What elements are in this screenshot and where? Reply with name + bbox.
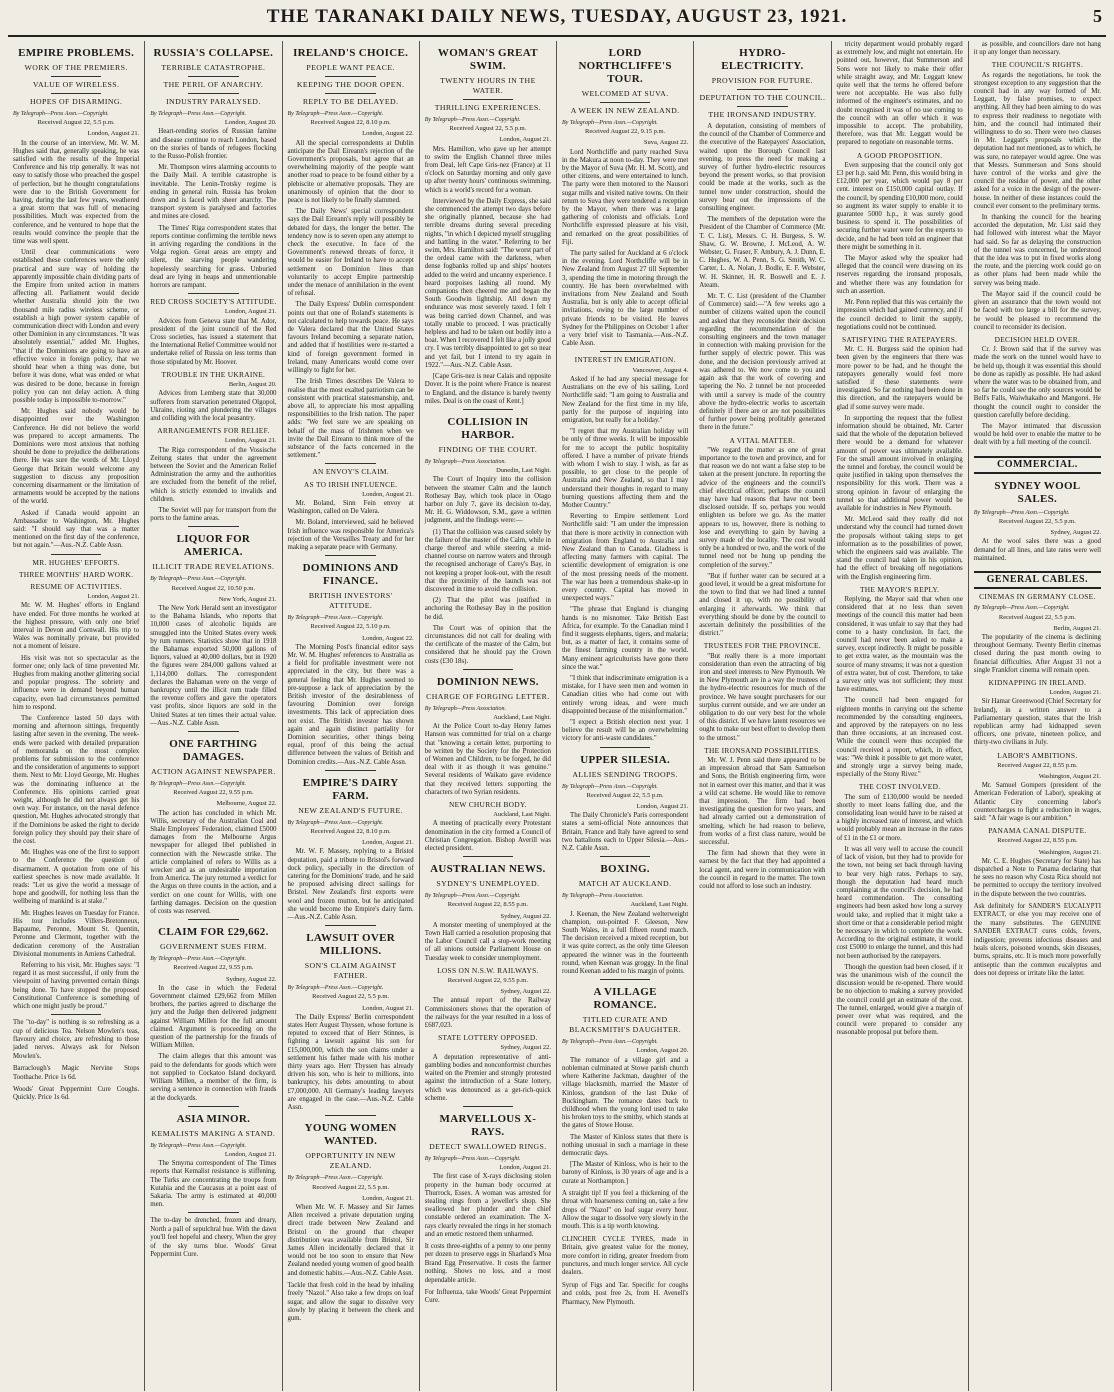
- article-paragraph: The Master of Kinloss states that there is nothing unusual in such a marriage in these democratic days.: [562, 1133, 689, 1157]
- article-subhead: THE MAYOR'S REPLY.: [859, 584, 940, 594]
- article-subhead: STATE LOTTERY OPPOSED.: [438, 1033, 538, 1043]
- rule-divider: [188, 526, 239, 527]
- article-subhead: PANAMA CANAL DISPUTE.: [988, 826, 1087, 836]
- article-deck: THRILLING EXPERIENCES.: [434, 103, 541, 112]
- rule-divider: [463, 856, 514, 857]
- dateline: Dunedin, Last Night.: [496, 467, 551, 475]
- article-deck: A WEEK IN NEW ZEALAND.: [570, 106, 680, 115]
- dateline: London, August 21.: [224, 1150, 277, 1158]
- rule-divider: [463, 409, 514, 410]
- received-time: Received August 22, 5.5 p.m.: [449, 125, 527, 133]
- dateline: Auckland, Last Night.: [630, 901, 689, 909]
- article-deck: SYDNEY'S UNEMPLOYED.: [436, 879, 540, 889]
- received-time: Received August 22, 10.50 p.m.: [171, 584, 256, 592]
- dateline: London, August 21.: [499, 1164, 551, 1172]
- dateline: Washington, August 21.: [1038, 773, 1101, 781]
- received-time: Received August 22, 8.10 p.m.: [310, 828, 391, 836]
- article-headline: LORD NORTHCLIFFE'S TOUR.: [578, 47, 672, 85]
- article-paragraph: Mr. T. C. List (president of the Chamber of Commerce) said:—"A few weeks ago a number of citizens waited upon the council and asked that they reconsider their decision regarding the recommendation of the consulting engineers and the town manager in connection with making provision for the further supply of electric power. This was done, and the decision previously arrived at was adhered to. We now come to you and again ask that the work of covering and tapering the No. 2 tunnel be not proceeded with until a survey is made of the country above the hydro-electric works to ascertain definitely if there are or are not possibilities of further power being profitably generated there in the future.": [699, 293, 826, 432]
- rule-divider: [737, 106, 788, 107]
- article-paragraph: It was all very well to accuse the council of lack of vision, but they had to provide for the town, not being set back through having to bear very high rates. Perhaps to say, though the deputation had heard much complaining at the council's decision, he had heard commendation. The consulting engineers had been asked how long a survey would take, and replied that it might take a short time or that a considerable period might be necessary in which to complete the work. According to the original estimate, it would cost £5000 to enlarge the tunnel, and this had not been authorised by the ratepayers.: [836, 845, 963, 960]
- article-paragraph: The party sailed for Auckland at 6 o'clock in the evening. Lord Northcliffe will be in New Zealand from August 27 till September 3, spending the time in motoring through the country. He has been overwhelmed with invitations from New Zealand and South Australia, but is only able to accept official invitations, owing to the large number of private friends to be visited. He leaves Sydney for the Philippines on October 1 after a very brief visit to Tasmania.—Aus.-N.Z. Cable Assn.: [562, 250, 689, 348]
- dateline: London, August 21.: [224, 437, 277, 445]
- received-time: Received August 22, 5.5 p.m.: [312, 993, 390, 1001]
- wire-credit: By Telegraph—Press Assn.—Copyright.: [287, 111, 384, 117]
- article-deck: PEOPLE WANT PEACE.: [306, 63, 395, 72]
- rule-divider: [463, 669, 514, 670]
- rule-divider: [325, 463, 376, 464]
- article-subhead: NEW CHURCH BODY.: [448, 800, 527, 810]
- dateline: London, August 21.: [362, 1194, 414, 1202]
- article-paragraph: Though the question had been closed, if it was the unanimous wish of the council the discussion would be re-opened. There would be no objection to making a survey provided the council could get an estimate of the cost. The tunnel, enlarged, would give a margin of power over what was required, and the council were prepared to consider any reasonable proposal put before them.: [836, 963, 963, 1037]
- article-headline: DOMINION NEWS.: [436, 675, 539, 688]
- wire-credit: By Telegraph—Press Assn.—Copyright.: [562, 120, 658, 126]
- article-paragraph: The firm had shown that they were in earnest by the fact that they had appointed a local agent, and were in communication with the council in regard to the matter. The town could not afford to lose such an industry.: [699, 850, 826, 891]
- page-number: 5: [1093, 6, 1102, 26]
- rule-divider: [325, 93, 376, 94]
- dateline: Auckland, Last Night.: [493, 713, 551, 721]
- article-headline: LIQUOR FOR AMERICA.: [176, 533, 251, 559]
- rule-divider: [737, 89, 788, 90]
- article-paragraph: Mr. W. J. Penn said there appeared to be an impression abroad that Sam Samuelson and Sons, the British engineering firm, were not in earnest over this matter, and that it was a wild cat scheme. He would like to remove that impression. The firm had been investigating the question for two years, and had already carried out a demonstration of smelting, which he had reason to believe, from works of a first class nature, would be successful.: [699, 757, 826, 847]
- wire-credit: By Telegraph—Press Assn.—Copyright.: [562, 1039, 658, 1046]
- article-deck: ALLIES SENDING TROOPS.: [572, 769, 678, 779]
- received-time: Received August 22, 9.55 p.m.: [173, 789, 254, 797]
- advertisement-text: Woods' Great Peppermint Cure Coughs. Quickly. Price 1s 6d.: [13, 1085, 140, 1102]
- dateline: Melbourne, August 22.: [216, 800, 277, 808]
- article-paragraph: The Morning Post's financial editor says Mr. W. M. Hughes' references to Australia as a field for profitable investment were not appreciated in the city, but there was a general feeling that Mr. Hughes seemed to pre-suppose a lack of appreciation by the British investor of the desirableness of favouring Dominion over foreign investments. This lack of appreciation does not exist. The British investor has shown again and again distinct partiality for Dominion securities, other things being equal, proof of this being the actual difference between the values of British and Dominion credits.—Aus.-N.Z. Cable Assn.: [287, 643, 414, 766]
- rule-divider: [325, 770, 376, 771]
- article-paragraph: The annual report of the Railway Commissioners shows that the operation of the railways for the year resulted in a loss of £687,023.: [424, 997, 551, 1030]
- received-time: Received August 22, 8.55 p.m.: [997, 837, 1078, 845]
- dateline: London, August 22.: [362, 634, 414, 642]
- article-paragraph: as possible, and councillors dare not hang it up any longer than necessary.: [973, 41, 1101, 57]
- wire-credit: By Telegraph—Press Association.: [424, 705, 507, 712]
- article-paragraph: Mr. W. F. Massey, replying to a Bristol deputation, paid a tribute to Bristol's forward dock policy, specially in the direction of catering for the Dominions' trade, and he said he proposed advising direct sailings for Bristol. New Zealand's first exports were wool and frozen mutton, but he anticipated she would become the Empire's dairy farm.—Aus.-N.Z. Cable Assn.: [287, 848, 414, 922]
- received-time: Received August 22, 9.55 p.m.: [173, 964, 254, 972]
- advertisement-text: For Influenza, take Woods' Great Peppermint Cure.: [424, 1288, 551, 1305]
- wire-credit: By Telegraph—Press Assn.—Copyright.: [150, 111, 247, 117]
- article-paragraph: "I expect a British election next year. I believe the result will be an overwhelming victory for anti-waste candidates.": [562, 719, 689, 743]
- article-paragraph: Mr. Boland, interviewed, said he believed Irish influence was responsible for America's rejection of the Versailles Treaty and for her making a separate peace with Germany.: [287, 519, 414, 551]
- article-paragraph: The Daily Express' Berlin correspondent states Herr August Thyssen, whose fortune is reputed to exceed that of Herr Stinnes, is fighting a lawsuit against his son for £15,000,000, which the son claims under a settlement his father made with his mother thirty years ago. Herr Thyssen has already driven his son, who is heir to millions, into bankruptcy, his debts amounting to about £7,000,000. All Germany's leading lawyers are engaged in the case.—Aus.-N.Z. Cable Assn.: [287, 1013, 414, 1112]
- received-time: Received August 22, 5.5 p.m.: [998, 517, 1076, 525]
- article-paragraph: The Daily Chronicle's Paris correspondent states a semi-official Note announces that Britain, France and Italy have agreed to send two battalions each to Upper Silesia.—Aus.-N.Z. Cable Assn.: [562, 812, 689, 853]
- article-headline: DOMINIONS AND FINANCE.: [302, 562, 399, 588]
- article-paragraph: "But if further water can be secured at a good level, it would be a great misfortune for the town to find that we had lined a tunnel and closed it up, with no possibility of enlarging it afterwards. We think that everything should be done by the council to ascertain definitely the possibilities of the district.": [699, 572, 826, 638]
- rule-divider: [600, 102, 651, 103]
- advertisement-text: CLINCHER CYCLE TYRES, made in Britain, give greatest value for the money, more comfort in riding, greater freedom from punctures, and much longer service. All cycle dealers.: [562, 1235, 689, 1277]
- wire-credit: By Telegraph—Press Assn.—Copyright.: [150, 781, 247, 787]
- article-subhead: THE IRONSAND POSSIBILITIES.: [704, 745, 821, 755]
- article-deck: DEPUTATION TO THE COUNCIL.: [699, 93, 826, 102]
- column-7: [832, 41, 969, 1391]
- rule-divider: [325, 555, 376, 556]
- wire-credit: By Telegraph—Press Assn.—Copyright.: [150, 1142, 247, 1149]
- section-heading: COMMERCIAL.: [974, 456, 1101, 474]
- article-paragraph: Mr. Hughes was one of the first to support to the Conference the question of disarmament. A quotation from one of his earliest speeches is now made available. It reads: "Let us give the world a message of hope and goodwill, for nothing less than the wellbeing of mankind is at stake.": [13, 849, 140, 906]
- article-headline: WOMAN'S GREAT SWIM.: [437, 47, 538, 72]
- dateline: Auckland, Last Night.: [493, 811, 551, 819]
- article-paragraph: Asked if he had any special message for Australians on the eve of his sailing, Lord Northcliffe said: "I am going to Australia and New Zealand for the first time in my life, partly for the purpose of inquiring into emigration, but really for a holiday.": [562, 375, 689, 424]
- dateline: New York, August 21.: [218, 595, 277, 603]
- article-subhead: ARRANGEMENTS FOR RELIEF.: [157, 426, 270, 436]
- received-time: Received August 22, 8.55 p.m.: [997, 761, 1078, 769]
- received-time: Received August 22, 5.10 p.m.: [310, 623, 391, 631]
- article-paragraph: Cr. J. Brown said that if the survey was made the work on the tunnel would have to be held up, though it was essential this should be done as rapidly as possible. He had asked where the water was to be obtained from, and so far he could see the only sources would be Bell's Falls, Waiwhakaiho and Mangorei. He thought the council ought to consider the question carefully before deciding.: [973, 346, 1101, 419]
- received-time: Received August 22, 9.15 p.m.: [585, 128, 666, 136]
- article-paragraph: The action has concluded in which Mr. Willis, secretary of the Australian Coal and Shale Employees' Federation, claimed £5000 damages from the Melbourne Argus newspaper for alleged libel published in connection with the Newcastle strike. The article complained of refers to Willis as a wrecker and as an undesirable importation from America. The jury returned a verdict for the Argus on three counts in the action, and a verdict on one count for Willis, with one farthing damages. Decision on the question of costs was reserved.: [150, 809, 277, 916]
- article-paragraph: Lord Northcliffe and party reached Suva in the Makura at noon to-day. They were met by the Mayor of Suva (Mr. H. M. Scott), and other citizens, and were entertained to lunch. The party were then motored to the Nausori sugar mills and visited native towns. On their return to Suva they were tendered a reception by the Mayor, when there was a large gathering of colonists and officials. Lord Northcliffe expressed pleasure at his visit, and remarked on the great possibilities of Fiji.: [562, 148, 689, 246]
- article-paragraph: In the course of an interview, Mr. W. M. Hughes said that, generally speaking, he was satisfied with the results of the Imperial Conference and his trip generally. It was not easy to satisfy those who preached the gospel of perfection, but he thought congratulations were due to the British Government for having, during the last few years, weathered a great storm that was full of menacing possibilities. Much was expected from the conference, and he ventured to hope that the results would convince the people that the time was well spent.: [13, 139, 140, 246]
- dateline: Sydney, August 22.: [500, 1044, 551, 1052]
- article-paragraph: (1) That the collision was caused solely by the failure of the master of the Calm, while in charge thereof and while steering a mid-channel course on narrow waters and through the recognised anchorage of Carey's Bay, in not keeping a proper look-out, with the result that the proximity of the launch was not discovered in time to avoid the collision.: [424, 528, 551, 593]
- article-paragraph: The Daily Express' Dublin correspondent points out that one of Roland's statements is not calculated to help towards peace. He says de Valera declared that the United States favours Ireland becoming a separate nation, and added that if hostilities were re-started a kind of foreign government formed in Ireland, many Americans would come over willingly to fight for her.: [287, 301, 414, 375]
- column-4: [420, 41, 557, 1391]
- rule-divider: [325, 76, 376, 77]
- dateline: London, August 20.: [224, 119, 277, 127]
- article-paragraph: In thanking the council for the hearing accorded the deputation, Mr. List said they had followed with interest what the Mayor had said. So far as delaying the construction of the tunnel was concerned, he understood that the idea was to put in fixed works along the route, and the piercing work could go on as other plans had been made while the survey was being made.: [973, 214, 1101, 287]
- article-paragraph: "But really there is a more important consideration than even the attracting of big iron and steel interests to New Plymouth. We in New Plymouth are in a way the trustees of the hydro-electric resources for much of the province. We have sought purchasers for our surplus current outside, and we are under an obligation to do our very best for the whole of this district. If we have latent resources we ought to make our best effort to develop them to the utmost.": [699, 652, 826, 742]
- dateline: Sydney, August 22.: [500, 988, 551, 996]
- article-headline: AUSTRALIAN NEWS.: [430, 863, 546, 876]
- article-paragraph: At the Police Court to-day Henry James Hanson was committed for trial on a charge that "knowing a certain letter, purporting to be written by the Society for the Protection of Women and Children, to be forged, he did deal with it as though it was genuine." Several residents of Waikato gave evidence that they received letters supporting the characters of two Syrian residents.: [424, 723, 551, 796]
- article-headline: RUSSIA'S COLLAPSE.: [153, 47, 274, 59]
- received-time: Received August 22, 5.5 p.m.: [312, 1183, 390, 1191]
- dateline: London, August 21.: [87, 593, 140, 601]
- advertisement-text: Tackle that fresh cold in the head by inhaling freely "Nazol." Also take a few drops on loaf sugar, and allow the sugar to dissolve very slowly by placing it between the cheek and gum.: [287, 1281, 414, 1323]
- article-deck: TERRIBLE CATASTROPHE.: [161, 63, 266, 72]
- article-paragraph: His visit was not so spectacular as the former one; only lack of time prevented Mr. Hughes from making another glittering social and popular progress. The sobriety and influence were in demand beyond human capacity, even had circumstances permitted him to respond.: [13, 654, 140, 711]
- article-paragraph: Even supposing that the council only got £3 per h.p. said Mr. Penn, this would bring in £12,000 per year, which would pay 8 per cent. interest on £150,000 capital outlay. If the council, by spending £10,000 more, could so augment its water supply to enable it to guarantee 5000 h.p., it was surely good business to spend it. The possibilities of securing further water were for the experts to decide, and he had been told an engineer that there might be something in it.: [836, 161, 963, 251]
- wire-credit: By Telegraph—Press Assn.—Copyright.: [424, 1155, 521, 1162]
- article-subhead: THE COST INVOLVED.: [858, 782, 941, 792]
- advertisement-text: It costs three-eighths of a penny to one penny per dozen to preserve eggs in Sharland's Moa Brand Egg Preservative. It costs the farmer nothing. Shows no loss, and a most dependable article.: [424, 1242, 551, 1284]
- article-paragraph: As regards the negotiations, he took the strongest exception to any suggestion that the council had in any way formed of Mr. Leggatt, by false promises, to expect anything. All they had been aiming to do was to express their readiness to negotiate with him, and the council had intimated their willingness to do so. There were two clauses in Mr. Leggatt's proposals which the deputation had not mentioned, as to which, he was sure, no ratepayer would agree. One was that Messrs. Summerson and Sons should have control of the works and give the council the residue of power, and the other asked for a voice in the design of the power-house. In neither of these instances could the council ever consent to the preliminary terms.: [973, 71, 1101, 210]
- received-time: Received August 22, 5.5 p.m.: [586, 791, 664, 799]
- dateline: Suva, August 22.: [643, 139, 689, 147]
- article-paragraph: The Soviet will pay for transport from the ports to the famine areas.: [150, 506, 277, 523]
- article-columns: [8, 41, 1106, 1391]
- article-subhead: AN ENVOY'S CLAIM.: [312, 467, 389, 477]
- dateline: Vancouver, August 4.: [632, 366, 689, 374]
- article-deck: KEEPING THE DOOR OPEN.: [296, 80, 405, 89]
- article-paragraph: The Times' Riga correspondent states that reports continue confirming the terrible news in arriving regarding the conditions in the Volga region. Great areas are empty and silent, the starving people wandering hopelessly searching for grass. Unburied dead are lying in heaps and unmentionable horrors are rampant.: [150, 224, 277, 290]
- article-paragraph: A deputation representative of anti-gambling bodies and nonconformist churches waited on the Premier and strongly protested against the introduction of a State lottery, which was denounced as a get-rich-quick scheme.: [424, 1053, 551, 1102]
- rule-divider: [325, 925, 376, 926]
- rule-divider: [51, 93, 102, 94]
- article-headline: EMPIRE PROBLEMS.: [18, 47, 135, 59]
- article-paragraph: Mr. C. H. Burgess said the opinion had been given by the engineers that there was more power to be had, and he thought the ratepayers generally would feel more satisfied if these statements were investigated. So far nothing had been done in this direction, and the ratepayers would be glad if some survey were made.: [836, 346, 963, 411]
- article-deck: GOVERNMENT SUES FIRM.: [159, 942, 267, 952]
- dateline: Washington, August 21.: [1038, 848, 1101, 856]
- article-paragraph: Until clear communications were established these conferences were the only practical and sure way of holding the apparently impossible chain dividing parts of the Empire from united action in matters affecting all. Parliament would decide whether Australia should join the two thousand mile radius wireless scheme, or establish a high power system capable of communication direct with London and every other Dominion in any circumstances. "It was absolutely essential," added Mr. Hughes, "that if the Dominions are going to have an effective voice in foreign policy, that we should hear when a thing was done, but before it was done, what was ended or what was desired to be done, because in foreign policy you can not delay action. A thing possible today is impossible to-morrow.": [13, 249, 140, 404]
- dateline: London, August 21.: [1049, 689, 1101, 697]
- wire-credit: By Telegraph—Press Association.: [424, 458, 507, 465]
- rule-divider: [51, 76, 102, 77]
- article-paragraph: The New York Herald sent an investigator to the Bahama Islands, who reports that 10,000 cases of alcoholic liquids are smuggled into the United States every week by rum runners. Statistics show that in 1918 the Bahamas exported 50,000 gallons of liquors, valued at 40,000 dollars, but in 1920 the figures were 284,000 gallons valued at 1,114,000 dollars. The correspondent declares the Bahaman were on the verge of bankruptcy until the illicit rum trade filled the revenue coffers and gave the operators vast profits, since liquors are sold in the United States at ten times their actual value.—Aus.-N.Z. Cable Assn.: [150, 604, 277, 727]
- wire-credit: By Telegraph—Press Assn.—Copyright.: [424, 117, 521, 123]
- wire-credit: By Telegraph—Press Assn.—Copyright.: [973, 605, 1070, 612]
- article-paragraph: [Cape Gris-nez is near Calais and opposite Dover. It is the point where France is nearest to England, and the distance is barely twenty miles. Deal is on the coast of Kent.]: [424, 373, 551, 405]
- article-deck: PROVISION FOR FUTURE.: [711, 76, 814, 85]
- rule-divider: [188, 731, 239, 732]
- article-deck: ILLICIT TRADE REVELATIONS.: [152, 562, 275, 572]
- article-paragraph: The council had been engaged for eighteen months in carrying out the scheme recommended by the consulting engineers, and approved by the ratepayers on no less than three occasions, at an increased cost. While the council were thus occupied the council received a report, which, in effect, was: "We think it possible to get more water, and strongly urge a survey being made, especially of the Stony River.": [836, 697, 963, 779]
- article-paragraph: Asked if Canada would appoint an Ambassador to Washington, Mr. Hughes said: "I should say that was a matter mentioned on the first day of the conference, but not again."—Aus.-N.Z. Cable Assn.: [13, 509, 140, 550]
- article-subhead: A GOOD PROPOSITION.: [856, 150, 943, 160]
- dateline: Sydney, August 22.: [500, 912, 551, 920]
- article-headline: UPPER SILESIA.: [580, 753, 671, 766]
- wire-credit: By Telegraph—Press Assn.—Copyright.: [287, 985, 384, 992]
- dateline: Berlin, August 20.: [228, 381, 277, 389]
- article-paragraph: Replying, the Mayor said that when one considered that at no less than seven meetings of the council this matter had been considered, it was unfair to say that they had come to a hasty conclusion. In fact, the council had never been asked to make a survey, except indirectly. It might be possible to get extra water, as the mountain was the source of many streams; it was not a question of extra water, but of cost. Therefore, to take a survey only was not sufficient; they must have estimates.: [836, 596, 963, 694]
- received-time: Received August 22, 5.5 p.m.: [37, 119, 115, 127]
- article-deck: KEMALISTS MAKING A STAND.: [151, 1128, 276, 1138]
- dateline: Sydney, August 22.: [1050, 529, 1101, 537]
- article-paragraph: Mr. Samuel Gompers (president of the American Federation of Labor), speaking at Atlantic City concerning labor's countercharges to fight a reduction in wages, said: "A fair wage is our ambition.": [973, 782, 1101, 823]
- article-paragraph: Mr. Thompson wires alarming accounts to the Daily Mail. A terrible catastrophe is inevitable. The Lenin-Trotsky regime is ending in general ruin. Russia has broken down and is faced with sheer anarchy. The transport system is paralysed and factories and mines are closed.: [150, 164, 277, 221]
- dateline: London, August 21.: [362, 490, 414, 498]
- article-headline: EMPIRE'S DAIRY FARM.: [302, 776, 399, 802]
- article-paragraph: J. Keenan, the New Zealand welterweight champion, out-pointed F. Gleeson, New South Wales, in a full fifteen round match. The decision received a mixed reception, but it was quite correct, as the only time Gleeson appeared the winner was in the fourteenth round, when Keenan was groggy. In the final round Keenan added to his margin of points.: [562, 910, 689, 976]
- article-paragraph: Reverting to Empire settlement Lord Northcliffe said: "I am under the impression that there is more activity in connection with emigration from England to Australia and New Zealand than to Canada. Gladness is affecting many farmers with capital. The scientific development of emigration is one of the most pressing needs of the moment. The war has been a tremendous shake-up in every country. Capital has moved in unexpected ways.": [562, 513, 689, 603]
- dateline: London, August 21.: [499, 136, 551, 144]
- article-deck: SON'S CLAIM AGAINST FATHER.: [304, 961, 397, 981]
- article-paragraph: The Daily News' special correspondent says the Dail Eireann's reply will possibly be debated for days, the longer the better. The tendency now is to seven open any attempt to check the executive. In face of the Government's renewed threats of force, it would be easier for Ireland to have to accept settlement on Dominion lines than voluntarily to accept Empire partnership under the menace of annihilation in the event of refusal.: [287, 208, 414, 298]
- article-headline: BOXING.: [600, 863, 650, 876]
- article-headline: A VILLAGE ROMANCE.: [593, 986, 657, 1012]
- article-paragraph: A deputation, consisting of members of the council of the Chamber of Commerce and the executive of the Ratepayers' Association, waited upon the Borough Council last evening, to press the need for making a survey of further hydro-electric resources beyond the present works, so that provision could be made at the works, such as the tunnel now under construction, should the survey bear out the impressions of the consulting engineer.: [699, 123, 826, 213]
- article-paragraph: The claim alleges that this amount was paid to the defendants for goods which were not supplied to Cockatoo Island dockyard. William Millen, a member of the firm, is serving a sentence in connection with frauds at the dockyards.: [150, 1053, 277, 1102]
- article-paragraph: A meeting of practically every Protestant denomination in the city formed a Council of Christian Congregation. Bishop Averill was elected president.: [424, 820, 551, 853]
- article-deck: REPLY TO BE DELAYED.: [302, 97, 399, 106]
- rule-divider: [188, 76, 239, 77]
- dateline: London, August 21.: [362, 839, 414, 847]
- newspaper-title: THE TARANAKI DAILY NEWS, TUESDAY, AUGUST 23, 1921.: [266, 6, 848, 27]
- article-paragraph: A monster meeting of unemployed at the Town Hall carried a resolution proposing that the Labor Council call a stop-work meeting of all unions outside Parliament House on Tuesday week to consider unemployment.: [424, 921, 551, 962]
- article-paragraph: The members of the deputation were the President of the Chamber of Commerce (Mr. T. C. List), Messrs. C. H. Burgess, S. W. Shaw, G. W. Browne, J. McLeod, A. W. Webster, G. Fraser, F. Ambury, A. J. Dunn, E. C. Hughes, W. A. Penn, S. G. Smith, W. C. Carter, L. A. Nolan, J. Bodle, E. F. Webster, W. H. Skinner, H. R. Boswell and E. J. Ateam.: [699, 216, 826, 289]
- article-paragraph: The Court was of opinion that the circumstances did not call for dealing with the certificate of the master of the Calm, but considered that he should pay the Crown costs (£30 18s).: [424, 624, 551, 665]
- article-deck: WORK OF THE PREMIERS.: [24, 63, 128, 72]
- article-paragraph: The sum of £130,000 would be needed shortly to meet loans falling due, and the consolidating loan would have to be raised at a highly increased rate of interest, and which would probably mean an increase in the rates of £1 in the £1 or more.: [836, 793, 963, 842]
- column-8: [969, 41, 1106, 1391]
- article-subhead: THREE MONTHS' HARD WORK.: [18, 569, 134, 579]
- article-paragraph: "I think that indiscriminate emigration is a mistake, for I have seen men and women in Canadian cities who had come out with entirely wrong ideas, and were much disappointed because of the misinformation.": [562, 675, 689, 715]
- rule-divider: [600, 747, 651, 748]
- advertisement-text: The "to-day" is nothing is so refreshing as a cup of delicious Tea. Nelson Mowlen's teas, flavoury and choice, are refreshing to those jaded nerves. Always ask for Nelson Mowlen's.: [13, 1019, 140, 1060]
- article-deck: WELCOMED AT SUVA.: [581, 89, 669, 98]
- advertisement-text: The to-day be drenched, frozen and dreary, North a pall of sepulchral hue. With the dawn you'll feel hopeful and cheery, When the grey of the sky turns blue. Woods' Great Peppermint Cure.: [150, 1217, 277, 1258]
- article-paragraph: The Mayor said if the council could be given an assurance that the town would not be faced with too large a bill for the survey, he would be pleased to recommend the council to reconsider its decision.: [973, 290, 1101, 331]
- article-subhead: KIDNAPPING IN IRELAND.: [988, 678, 1087, 687]
- article-subhead: CINEMAS IN GERMANY CLOSE.: [979, 592, 1096, 602]
- rule-divider: [463, 1106, 514, 1107]
- article-paragraph: Mr. McLeod said they really did not understand why the council had turned down the proposals without taking steps to get information as to the possibilities of power, which the engineers said was available. The stand the council had taken in his opinion, had the effect of breaking off negotiations with the English engineering firm.: [836, 516, 963, 581]
- article-paragraph: Mr. Penn replied that this was certainly the impression which had gained currency, and if the council decided to limit the supply, negotiations could not be continued.: [836, 299, 963, 331]
- rule-divider: [600, 351, 651, 352]
- article-subhead: LOSS ON N.S.W. RAILWAYS.: [437, 965, 539, 975]
- column-3: [283, 41, 420, 1391]
- article-paragraph: The Smyrna correspondent of The Times reports that Kemalist resistance is stiffening. The Turks are concentrating the troops from Kutahia and the Caucasus at a point east of Sakaria. The army is estimated at 40,000 men.: [150, 1160, 277, 1209]
- column-5: [557, 41, 694, 1391]
- advertisement-text: Barraclough's Magic Nervine Stops Toothache. Price 1s 6d.: [13, 1065, 140, 1081]
- received-time: Received August 22, 8.10 p.m.: [310, 119, 391, 127]
- advertisement-text: Syrup of Figs and Tar. Specific for coughs and colds, post free 2s, from H. Avenell's Pharmacy, New Plymouth.: [562, 1281, 689, 1306]
- article-headline: MARVELLOUS X-RAYS.: [439, 1112, 537, 1138]
- rule-divider: [188, 93, 239, 94]
- dateline: London, August 21.: [224, 308, 277, 316]
- article-subhead: THE COUNCIL'S RIGHTS.: [991, 60, 1083, 70]
- article-deck: OPPORTUNITY IN NEW ZEALAND.: [305, 1151, 396, 1171]
- rule-divider: [188, 293, 239, 294]
- article-deck: INDUSTRY PARALYSED.: [166, 97, 261, 106]
- article-paragraph: Mr. W. M. Hughes' efforts in England have ended. For three months he worked at the highest pressure, with only one brief interval in Devon and Cornwall. His trip to Wales was nominally private, but provided not a moment of leisure.: [13, 602, 140, 651]
- dateline: London, August 20.: [636, 1047, 689, 1055]
- article-paragraph: The popularity of the cinema is declining throughout Germany. Twenty Berlin cinemas closed during the past month owing to financial difficulties. After August 31 not a single Frankfort cinema will remain open.: [973, 633, 1101, 674]
- wire-credit: By Telegraph—Press Association.: [562, 893, 644, 900]
- article-paragraph: Advices from Geneva state that M. Ador, president of the joint council of the Red Cross societies, has issued a statement that the International Relief Committee would not undertake relief of Russia on less terms than those stipulated by Mr. Hoover.: [150, 317, 277, 366]
- article-paragraph: [The Master of Kinloss, who is heir to the barony of Kinloss, is 30 years of age and is a curate at Northampton.]: [562, 1161, 689, 1185]
- received-time: Received August 22, 5.5 p.m.: [998, 613, 1076, 621]
- article-headline: ONE FARTHING DAMAGES.: [169, 738, 258, 763]
- article-subhead: RED CROSS SOCIETY'S ATTITUDE.: [150, 297, 277, 307]
- article-subhead: AS TO IRISH INFLUENCE.: [303, 479, 398, 489]
- article-subhead: TRUSTEES FOR THE PROVINCE.: [703, 641, 822, 651]
- article-subhead: TROUBLE IN THE UKRAINE.: [161, 369, 266, 379]
- rule-divider: [600, 856, 651, 857]
- section-heading: GENERAL CABLES.: [974, 571, 1101, 589]
- dateline: Berlin, August 21.: [1053, 624, 1101, 632]
- wire-credit: By Telegraph—Press Assn.—Copyright.: [150, 956, 247, 963]
- rule-divider: [463, 99, 514, 100]
- column-1: [8, 41, 145, 1391]
- article-paragraph: At the wool sales there was a good demand for all lines, and late rates were well maintained.: [973, 538, 1101, 562]
- wire-credit: By Telegraph—Press Assn.—Copyright.: [13, 111, 109, 117]
- article-paragraph: "We regard the matter as one of great importance to the town and province, and for that reason we do not want a false step to be taken at the present juncture. In reporting the advice of the engineers and the council's chief electrical officer, perhaps the council may have had reasons that have not been disclosed outside. If so, perhaps you would enlighten us before we go. As the matter appears to us, however, there is nothing to lose and everything to gain by having a survey made of the locality. The cost would only be a hundred or two, and the work of the tunnel need not be hung up pending the completion of the survey.": [699, 446, 826, 569]
- article-paragraph: Sir Hamar Greenwood (Chief Secretary for Ireland), in a written answer to a Parliamentary question, states that the Irish republican army had kidnapped seven officers, one private, nineteen police, and thirty-two civilians in July.: [973, 698, 1101, 747]
- rule-divider: [188, 1212, 239, 1213]
- wire-credit: By Telegraph—Press Assn.—Copyright.: [424, 893, 521, 900]
- article-paragraph: The Irish Times describes De Valera to realise that the most exalted patriotism can be consistent with practical statesmanship, and, above all, to appreciate his most appalling responsibilities to the Irish nation. The paper adds: "We feel sure we are speaking on behalf of the mass of Irishmen when we invite the Dail Eireann to think more of the substance of the facts concerned in the settlement.": [287, 378, 414, 460]
- article-deck: VALUE OF WIRELESS.: [32, 80, 120, 89]
- article-deck: DETECT SWALLOWED RINGS.: [429, 1141, 547, 1151]
- dateline: Sydney, August 22.: [226, 975, 277, 983]
- column-6: [694, 41, 831, 1391]
- article-paragraph: "I regret that my Australian holiday will be only of three weeks. It will be impossible for me to accept the public hospitality offered. I have a number of private friends with whom I wish to stay. I wish, as far as possible, to get close to the people of Australia and New Zealand, so that I may understand their thoughts in regard to many burning questions affecting them and the Mother Country.": [562, 428, 689, 509]
- article-headline: YOUNG WOMEN WANTED.: [304, 1122, 397, 1148]
- wire-credit: By Telegraph—Press Assn.—Copyright.: [150, 576, 247, 583]
- article-paragraph: Mrs. Hamilton, who gave up her attempt to swim the English Channel three miles from Deal, left Cape Gris-nez (France) at 11 o'clock on Saturday morning and only gave up after twenty hours' continuous swimming, which is a world's record for a woman.: [424, 145, 551, 194]
- article-paragraph: Mr. Hughes said nobody would be disappointed over the Washington Conference. He did not believe the world was prepared to accept armaments. The Dominions were most anxious that nothing should be done to prejudice the deliberations there. He was sure the words of Mr. Lloyd George that Britain would welcome any suggestion to discuss any proposition concerning disarmament or the limitation of armaments would be accepted by the nations of the world.: [13, 408, 140, 506]
- article-paragraph: The Conference lasted 50 days with morning and afternoon sittings, frequently lasting after seven in the evening. The week-ends were packed with detailed preparation of memoranda on the most complex problems for submission to the conference and the consideration of arguments to support them. Next to Mr. Lloyd George, Mr. Hughes was the dominating influence at the Conference. His opinions carried great weight, although he did not always get his own way. For instance, on the naval defence question, Mr. Hughes advocated strongly that if the Dominions be asked the right to decide foreign policy they should pay their share of the cost.: [13, 715, 140, 846]
- article-paragraph: "The phrase that England is changing hands is no misnomer. Take British East Africa, for example. To the Canadian mind I find it suggests elephants, tigers, and malaria; but, as a matter of fact, it contains some of the finest farming country in the world. Many eminent agriculturists have gone there since the war.": [562, 606, 689, 671]
- article-deck: HOPES OF DISARMING.: [29, 97, 123, 106]
- article-paragraph: Mr. Boland, Sinn Fein envoy at Washington, called on De Valera.: [287, 499, 414, 516]
- article-paragraph: Mr. C. E. Hughes (Secretary for State) has dispatched a Note to Panama declaring that he sees no reason why Costa Rica should not be permitted to occupy the territory involved in the dispute between the two countries.: [973, 857, 1101, 898]
- article-subhead: INTEREST IN EMIGRATION.: [574, 355, 676, 365]
- article-deck: FINDING OF THE COURT.: [438, 444, 538, 454]
- article-headline: HYDRO-ELECTRICITY.: [721, 47, 804, 72]
- rule-divider: [188, 1106, 239, 1107]
- article-paragraph: Advices from Lemberg state that 30,000 sufferers from starvation penetrated Olgopol, Ukraine, rioting and plundering the villages and colliding with the local peasantry.: [150, 390, 277, 422]
- rule-divider: [325, 1115, 376, 1116]
- article-headline: ASIA MINOR.: [176, 1112, 251, 1125]
- article-paragraph: The romance of a village girl and a nobleman culminated at Stowe parish church where Katherine Jackman, daughter of the village blacksmith, married the Master of Kinloss, grandson of the last Duke of Buckingham. The romance dates back to childhood when the young lord used to take his broken toys to the smithy, which stands at the gates of Stowe House.: [562, 1056, 689, 1130]
- rule-divider: [51, 1014, 102, 1015]
- article-deck: NEW ZEALAND'S FUTURE.: [298, 805, 403, 815]
- article-paragraph: In the case in which the Federal Government claimed £29,662 from Millen brothers, the parties agreed to discharge the jury and the Judge then delivered judgment against William Millen for the full amount claimed. Argument is proceeding on the question of the partnership for the frauds of William Millen.: [150, 984, 277, 1050]
- article-paragraph: Interviewed by the Daily Express, she said she commenced the attempt two days before she originally planned, because she had terrible dreams during several preceding nights, "in which I depicted myself struggling and battling in the water." Referring to her swim, Mrs. Hamilton said: "The worst part of the ordeal came with the darkness, when dense fogbanks rolled up and ships' hooters added to the weird and uncanny experience. I heard porpoises lashing all round. My companions then cheered me and began the South Goodwin lightship. All down my endurance was most severely taxed. I felt I was being carried down Channel, and was totally unable to proceed. I was practically helpless and had to be taken out bodily into a boat. When I recovered I felt like a jolly good cry. I was terribly disappointed to get so near and yet fail, but I intend to try again in 1922."—Aus.-N.Z. Cable Assn.: [424, 197, 552, 369]
- article-deck: CHARGE OF FORGING LETTER.: [426, 691, 550, 701]
- advertisement-text: A straight tip! If you feel a thickening of the throat with hoarseness coming on, take a few drops of "Nazol" on loaf sugar every hour. Allow the sugar to dissolve very slowly in the mouth. This is a tip worth knowing.: [562, 1189, 689, 1231]
- article-headline: IRELAND'S CHOICE.: [293, 47, 409, 59]
- rule-divider: [600, 979, 651, 980]
- dateline: London, August 21.: [636, 803, 689, 811]
- advertisement-text: Ask definitely for SANDER'S EUCALYPTI EXTRACT, or else you may receive one of the many substitutes. The GENUINE SANDER EXTRACT cures colds, fevers, indigestion; prevents infectious diseases and heals ulcers, poisoned wounds, skin diseases, burns, sprains, etc. It is much more powerfully antiseptic than the common eucalyptus and does not depress or irritate like the latter.: [973, 902, 1101, 978]
- wire-credit: By Telegraph—Press Assn.—Copyright.: [287, 819, 384, 826]
- article-paragraph: The Mayor intimated that discussion would be held over to enable the matter to be dealt with by a full meeting of the council.: [973, 422, 1101, 447]
- received-time: Received August 22, 8.55 p.m.: [447, 901, 528, 909]
- article-paragraph: In supporting the request that the fullest information should be obtained, Mr. Carter said that the whole of the deputation believed there would be a demand for whatever amount of power was ultimately available. For the small amount involved in enlarging the tunnel and forebay, the council would be quite justified in taking upon themselves the responsibility for this work. There was a strong opinion in favour of enlarging the tunnel so that additional power would be available for industries in New Plymouth.: [836, 414, 963, 512]
- article-paragraph: Referring to his visit, Mr. Hughes says: "I regard it as most successful, if only from the viewpoint of having prevented certain things being done. To have stopped the proposed Constitutional Conference is something of which one might justly be proud.": [13, 961, 140, 1010]
- article-deck: BRITISH INVESTORS' ATTITUDE.: [308, 591, 393, 611]
- article-deck: MATCH AT AUCKLAND.: [578, 879, 672, 889]
- article-paragraph: The first case of X-rays disclosing stolen property in the human body occurred at Thurrock, Essex. A woman was arrested for stealing rings from a jeweller's shop. She swallowed her plunder and the chief constable ordered an examination. The X-rays clearly revealed the rings in her stomach and an emetic restored them unharmed.: [424, 1173, 551, 1238]
- dateline: London, August 21.: [87, 130, 140, 138]
- article-deck: TWENTY HOURS IN THE WATER.: [440, 76, 536, 95]
- dateline: London, August 21.: [362, 1004, 414, 1012]
- article-headline: LAWSUIT OVER MILLIONS.: [306, 932, 395, 958]
- article-paragraph: Heart-rending stories of Russian famine and disease continue to reach London, based on the stories of bands of refugees flocking to the Russo-Polish frontier.: [150, 128, 277, 161]
- column-2: [145, 41, 282, 1391]
- wire-credit: By Telegraph—Press Assn.—Copyright.: [973, 509, 1070, 516]
- article-paragraph: (2) That the pilot was justified in anchoring the Rothesay Bay in the position he did.: [424, 597, 551, 621]
- dateline: London, August 22.: [362, 130, 414, 138]
- article-paragraph: The Court of Inquiry into the collision between the steamer Calm and the launch Rothesay Bay, which took place in Otago harbor on July 7, gave its decision to-day, Mr. H. G. Widdowson, S.M., gave a written judgment, and the findings were:—: [424, 476, 551, 525]
- article-paragraph: The Riga correspondent of the Vossische Zeitung states that under the agreement between the Soviet and the American Relief Administration the army and the authorities are excluded from the benefit of the relief, which is strictly extended to invalids and children.: [150, 446, 277, 503]
- rule-divider: [188, 919, 239, 920]
- article-headline: COLLISION IN HARBOR.: [447, 415, 529, 441]
- article-paragraph: tricity department would probably regard as extremely low, and might not entertain. He pointed out, however, that Summerson and Sons were not likely to make their offer while straight away, and Mr. Leggatt knew quite well that the terms he offered before were not acceptable. He was also fully informed of the engineer's estimates, and no doubt recognised it was of no use coming to the council with an offer which it was impossible to accept. The probability, therefore, was that Mr. Leggatt would be prepared to negotiate on reasonable terms.: [836, 41, 963, 147]
- article-paragraph: The Mayor asked why the speaker had alleged that the council were drawing on its reserves regarding the ironsand proposals, and whether there was any foundation for such an assertion.: [836, 255, 963, 295]
- article-paragraph: Mr. Hughes leaves on Tuesday for France. His tour includes Villers-Bretonneux, Bapaume, Peronne, Mount St. Quentin, Peronne and Clermont, together with the dedication ceremony of the Australian Divisional monuments in Amiens Cathedral.: [13, 909, 140, 958]
- article-subhead: MR. HUGHES' EFFORTS.: [32, 557, 120, 567]
- article-headline: CLAIM FOR £29,662.: [158, 926, 269, 939]
- article-deck: THE IRONSAND INDUSTRY.: [708, 110, 817, 119]
- article-subhead: LABOR'S AMBITIONS.: [997, 750, 1078, 760]
- wire-credit: By Telegraph—Press Assn.—Copyright.: [562, 783, 658, 790]
- article-subhead: A VITAL MATTER.: [729, 435, 796, 445]
- article-paragraph: All the special correspondents at Dublin anticipate the Dail Eireann's rejection of the Government's proposals, but agree that an overwhelming majority of the people want another road to peace to be found either by a plebiscite or alternative proposals. They are unanimously of opinion that the door to peace is not likely to be finally slammed.: [287, 139, 414, 205]
- article-paragraph: When Mr. W. F. Massey and Sir James Allen received a private deputation urging direct trade between New Zealand and Bristol on the ground that cheaper distribution was available from Bristol, Sir James Allen incidentally declared that it would not be too soon to ensure that New Zealand needed young women of good health and domestic habits.—Aus.-N.Z. Cable Assn.: [287, 1203, 414, 1277]
- received-time: Received August 22, 9.55 p.m.: [447, 977, 528, 985]
- article-headline: SYDNEY WOOL SALES.: [994, 479, 1081, 505]
- article-deck: TITLED CURATE AND BLACKSMITH'S DAUGHTER.: [569, 1015, 682, 1035]
- rule-divider: [51, 554, 102, 555]
- wire-credit: By Telegraph—Press Assn.—Copyright.: [287, 1175, 384, 1182]
- article-subhead: RESUME OF ACTIVITIES.: [30, 581, 122, 591]
- article-subhead: DECISION HELD OVER.: [994, 334, 1081, 344]
- article-deck: ACTION AGAINST NEWSPAPER.: [151, 767, 276, 776]
- masthead: [8, 6, 1106, 37]
- wire-credit: By Telegraph—Press Assn.—Copyright.: [287, 615, 384, 622]
- article-subhead: SATISFYING THE RATEPAYERS.: [841, 334, 958, 344]
- article-deck: THE PERIL OF ANARCHY.: [163, 80, 264, 89]
